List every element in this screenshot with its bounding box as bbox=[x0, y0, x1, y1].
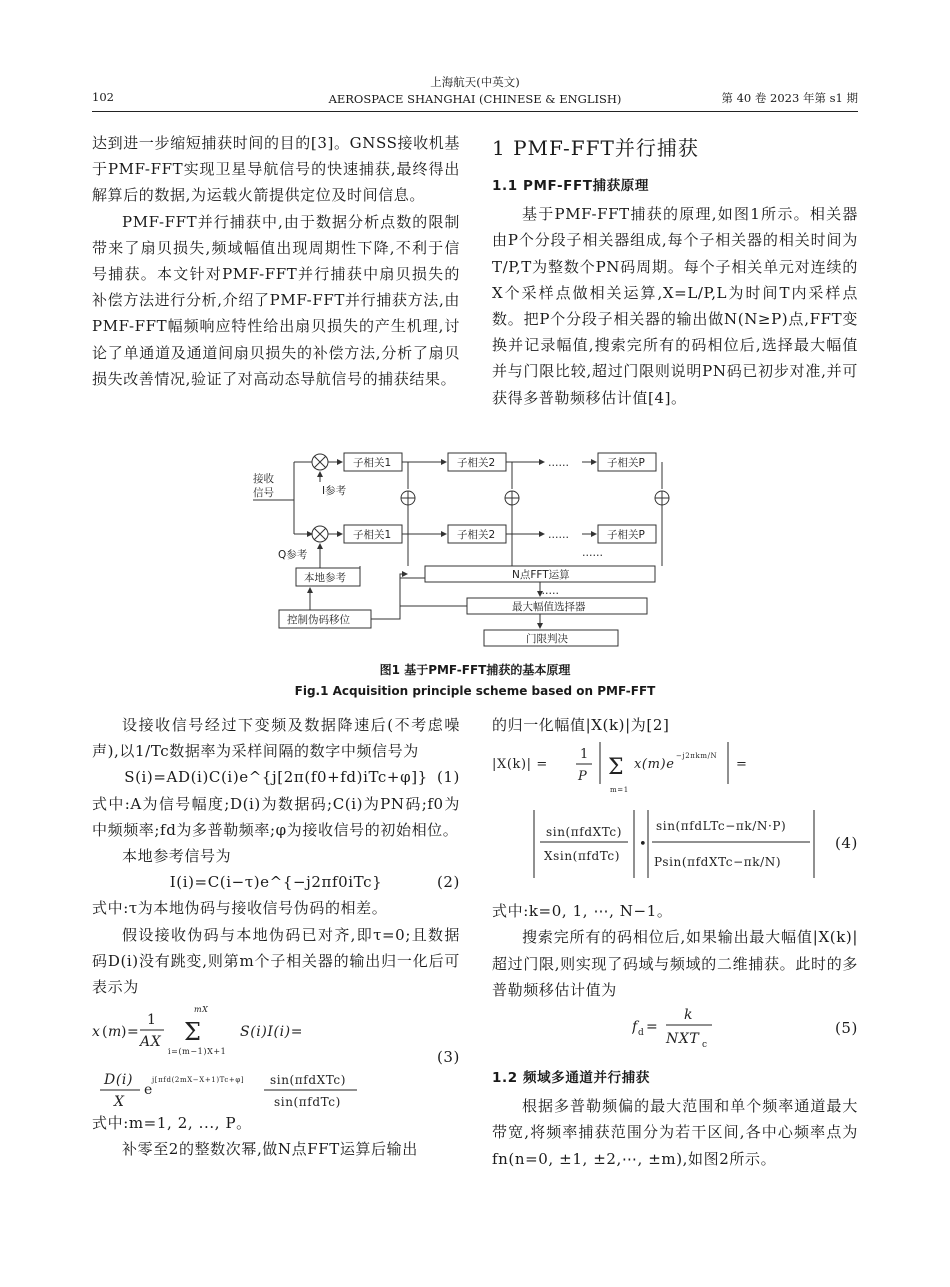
fft-label: N点FFT运算 bbox=[512, 569, 570, 581]
paragraph: 设接收信号经过下变频及数据降速后(不考虑噪声),以1/Tc数据率为采样间隔的数字中频信号为 bbox=[92, 716, 460, 761]
svg-text:=: = bbox=[736, 757, 748, 773]
adder-p bbox=[655, 491, 669, 505]
svg-text:Xsin(πfdTc): Xsin(πfdTc) bbox=[544, 849, 621, 864]
figure-caption-cn: 图1 基于PMF-FFT捕获的基本原理 bbox=[379, 663, 571, 677]
q-reference-label: Q参考 bbox=[278, 549, 308, 561]
sub-correlator-label: 子相关1 bbox=[353, 457, 392, 469]
svg-text:−j2πkm/N: −j2πkm/N bbox=[676, 752, 718, 761]
sub-correlator-label: 子相关2 bbox=[457, 529, 496, 541]
sub-correlator-label: 子相关P bbox=[607, 529, 645, 541]
dots: …… bbox=[538, 585, 559, 597]
equation-4 bbox=[492, 738, 858, 898]
figure-caption-en: Fig.1 Acquisition principle scheme based on PMF-FFT bbox=[294, 684, 656, 698]
equation-2-body: I(i)=C(i−τ)e^{−j2πf0iTc} bbox=[169, 873, 383, 892]
equation-1 bbox=[92, 764, 460, 790]
svg-text:m: m bbox=[108, 1024, 122, 1041]
svg-text:X: X bbox=[114, 1094, 125, 1111]
threshold-label: 门限判决 bbox=[526, 633, 568, 645]
svg-text:)=: )= bbox=[121, 1024, 140, 1041]
mixer-q bbox=[312, 526, 328, 542]
equation-5-graphic bbox=[632, 1003, 832, 1051]
adder-1 bbox=[401, 491, 415, 505]
svg-text:f: f bbox=[632, 1019, 638, 1036]
equation-1-body: S(i)=AD(i)C(i)e^{j[2π(f0+fd)iTc+φ]} bbox=[124, 768, 428, 787]
paragraph: 式中:τ为本地伪码与接收信号伪码的相差。 bbox=[92, 899, 388, 918]
dots: …… bbox=[548, 529, 569, 541]
paragraph: 基于PMF-FFT捕获的原理,如图1所示。相关器由P个分段子相关器组成,每个子相关器的相关时间为T/P,T为整数个PN码周期。每个子相关单元对连续的X个采样点做相关运算,X=L/P,L为时间T内采样点数。把P个分段子相关器的输出做N(N≥P)点,FFT变换并记录幅值,搜索完所有的码相位后,选择最大幅值并与门限比较,超过门限则说明PN码已初步对准,并可获得多普勒频移估计值[4]。 bbox=[492, 205, 858, 407]
dots: …… bbox=[582, 547, 603, 559]
page-header bbox=[92, 72, 858, 112]
svg-text:1: 1 bbox=[580, 747, 589, 763]
equation-2 bbox=[92, 869, 460, 895]
svg-text:1: 1 bbox=[147, 1012, 157, 1029]
equation-4-number: (4) bbox=[834, 834, 858, 853]
header-rule bbox=[92, 111, 858, 112]
paragraph: 达到进一步缩短捕获时间的目的[3]。GNSS接收机基于PMF-FFT实现卫星导航信号的快速捕获,最终得出解算后的数据,为运载火箭提供定位及时间信息。 bbox=[92, 134, 460, 205]
paragraph: 式中:m=1, 2, ..., P。 bbox=[92, 1114, 252, 1133]
page-number: 102 bbox=[92, 90, 114, 104]
svg-text:e: e bbox=[144, 1082, 153, 1099]
right-column-bottom bbox=[492, 712, 858, 1172]
equation-3 bbox=[92, 1000, 460, 1110]
equation-2-number: (2) bbox=[436, 873, 460, 892]
svg-text:sin(πfdXTc): sin(πfdXTc) bbox=[546, 825, 623, 840]
equation-3-graphic bbox=[92, 1000, 392, 1110]
paragraph: 搜索完所有的码相位后,如果输出最大幅值|X(k)|超过门限,则实现了码域与频域的二维捕获。此时的多普勒频移估计值为 bbox=[492, 928, 858, 999]
adder-2 bbox=[505, 491, 519, 505]
left-column-top bbox=[92, 130, 460, 392]
paragraph: 根据多普勒频偏的最大范围和单个频率通道最大带宽,将频率捕获范围分为若干区间,各中心频率点为fn(n=0, ±1, ±2,⋯, ±m),如图2所示。 bbox=[492, 1097, 858, 1168]
paragraph: 本地参考信号为 bbox=[122, 847, 232, 866]
svg-text:sin(πfdLTc−πk/N·P): sin(πfdLTc−πk/N·P) bbox=[656, 819, 787, 834]
paragraph: 补零至2的整数次幂,做N点FFT运算后输出 bbox=[122, 1140, 418, 1159]
paragraph: 的归一化幅值|X(k)|为[2] bbox=[492, 716, 670, 734]
sub-correlator-label: 子相关1 bbox=[353, 529, 392, 541]
input-label-1: 接收 bbox=[253, 473, 274, 485]
equation-5 bbox=[492, 1003, 858, 1051]
svg-text:=: = bbox=[646, 1019, 659, 1036]
journal-title-en: AEROSPACE SHANGHAI (CHINESE & ENGLISH) bbox=[328, 92, 622, 106]
svg-text:sin(πfdTc): sin(πfdTc) bbox=[274, 1095, 341, 1110]
dots: …… bbox=[548, 457, 569, 469]
sub-correlator-label: 子相关2 bbox=[457, 457, 496, 469]
svg-text:c: c bbox=[702, 1040, 708, 1051]
equation-5-number: (5) bbox=[834, 1019, 858, 1038]
svg-text:S(i)I(i)=: S(i)I(i)= bbox=[240, 1024, 304, 1041]
code-shift-label: 控制伪码移位 bbox=[287, 614, 350, 626]
left-column-bottom bbox=[92, 712, 460, 1163]
section-heading: 1 PMF-FFT并行捕获 bbox=[492, 136, 699, 160]
equation-1-number: (1) bbox=[436, 768, 460, 787]
svg-text:mX: mX bbox=[194, 1005, 209, 1015]
subsection-heading: 1.2 频域多通道并行捕获 bbox=[492, 1070, 650, 1087]
i-reference-label: I参考 bbox=[322, 485, 347, 497]
svg-text:P: P bbox=[578, 769, 588, 785]
svg-text:AX: AX bbox=[140, 1034, 162, 1051]
max-selector-label: 最大幅值选择器 bbox=[512, 601, 586, 613]
block-diagram bbox=[250, 448, 700, 658]
paragraph: 式中:k=0, 1, ⋯, N−1。 bbox=[492, 902, 673, 921]
svg-text:(: ( bbox=[102, 1024, 109, 1041]
equation-4-graphic bbox=[492, 738, 832, 898]
sub-correlator-label: 子相关P bbox=[607, 457, 645, 469]
svg-text:Σ: Σ bbox=[184, 1018, 202, 1047]
subsection-heading: 1.1 PMF-FFT捕获原理 bbox=[492, 178, 650, 194]
svg-text:Σ: Σ bbox=[608, 755, 625, 781]
svg-text:i=(m−1)X+1: i=(m−1)X+1 bbox=[168, 1047, 227, 1057]
issue-info: 第 40 卷 2023 年第 s1 期 bbox=[721, 91, 858, 105]
svg-text:x(m)e: x(m)e bbox=[634, 757, 675, 773]
svg-text:Psin(πfdXTc−πk/N): Psin(πfdXTc−πk/N) bbox=[654, 855, 782, 870]
journal-title-cn: 上海航天(中英文) bbox=[430, 75, 520, 89]
paragraph: 假设接收伪码与本地伪码已对齐,即τ=0;且数据码D(i)没有跳变,则第m个子相关器的输出归一化后可表示为 bbox=[92, 925, 460, 997]
local-reference-label: 本地参考 bbox=[304, 572, 346, 584]
svg-text:m=1: m=1 bbox=[610, 786, 629, 795]
svg-text:NXT: NXT bbox=[666, 1031, 700, 1048]
svg-text:d: d bbox=[638, 1028, 645, 1039]
svg-text:j[πfd(2mX−X+1)Tc+φ]: j[πfd(2mX−X+1)Tc+φ] bbox=[152, 1076, 245, 1085]
input-label-2: 信号 bbox=[253, 487, 274, 499]
svg-text:|X(k)| =: |X(k)| = bbox=[492, 757, 548, 773]
svg-text:x: x bbox=[92, 1024, 101, 1041]
right-column-top bbox=[492, 130, 858, 411]
equation-3-number: (3) bbox=[436, 1048, 460, 1067]
svg-text:D(i): D(i) bbox=[104, 1072, 134, 1089]
paragraph: PMF-FFT并行捕获中,由于数据分析点数的限制带来了扇贝损失,频域幅值出现周期性下降,不利于信号捕获。本文针对PMF-FFT并行捕获中扇贝损失的补偿方法进行分析,介绍了PMF-FFT并行捕获方法,由PMF-FFT幅频响应特性给出扇贝损失的产生机理,讨论了单通道及通道间扇贝损失的补偿方法,分析了扇贝损失改善情况,验证了对高动态导航信号的捕获结果。 bbox=[92, 212, 460, 388]
figure-1 bbox=[250, 448, 700, 658]
paragraph: 式中:A为信号幅度;D(i)为数据码;C(i)为PN码;f0为中频频率;fd为多普勒频率;φ为接收信号的初始相位。 bbox=[92, 794, 460, 839]
svg-text:sin(πfdXTc): sin(πfdXTc) bbox=[270, 1073, 347, 1088]
svg-text:•: • bbox=[639, 837, 648, 853]
svg-text:k: k bbox=[684, 1007, 694, 1024]
mixer-i bbox=[312, 454, 328, 470]
